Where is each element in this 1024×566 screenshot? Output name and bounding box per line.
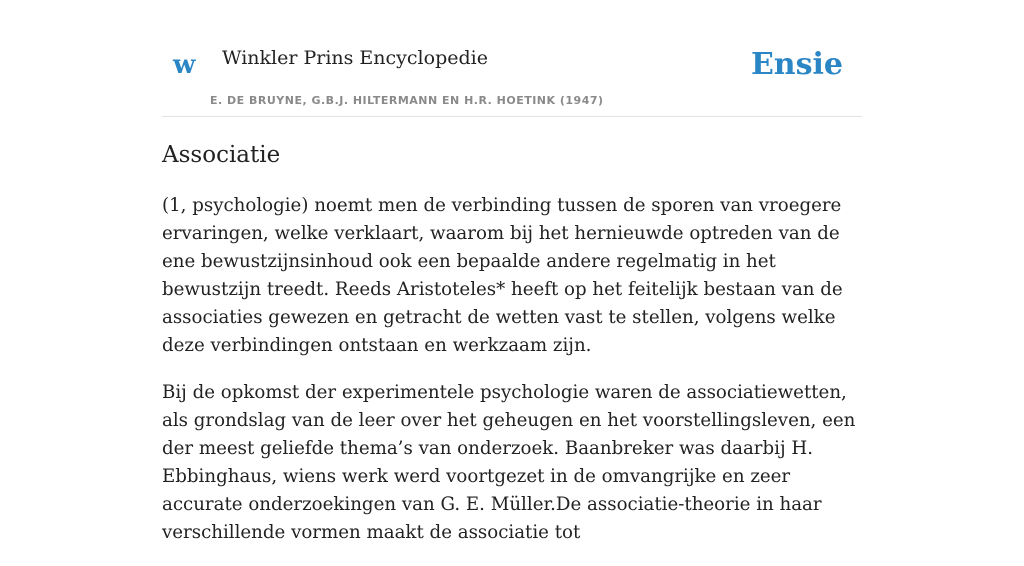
paragraph: Bij de opkomst der experimentele psychologie waren de associatiewetten, als grondslag van de leer over het geheugen en het voorstellingsleven, een der meest geliefde thema’s van onderzoek. Baanbreker was daarbij H. Ebbinghaus, wiens werk werd voortgezet in de omvangrijke en zeer accurate onderzoekingen van G. E. Müller.De associatie-theorie in haar verschillende vormen maakt de associatie tot — [162, 382, 856, 543]
header — [162, 0, 862, 117]
source-logo[interactable]: w — [173, 50, 196, 80]
page — [162, 0, 862, 543]
source-title[interactable]: Winkler Prins Encyclopedie — [222, 47, 488, 69]
article-title: Associatie — [162, 142, 281, 168]
article-body — [162, 192, 862, 566]
source-authors: E. DE BRUYNE, G.B.J. HILTERMANN EN H.R. HOETINK (1947) — [210, 94, 604, 107]
paragraph: (1, psychologie) noemt men de verbinding tussen de sporen van vroegere ervaringen, welke verklaart, waarom bij het hernieuwde optreden van de ene bewustzijnsinhoud ook een bepaalde andere regelmatig in het bewustzijn treedt. Reeds Aristoteles* heeft op het feitelijk bestaan van de associaties gewezen en getracht de wetten vast te stellen, volgens welke deze verbindingen ontstaan en werkzaam zijn. — [162, 195, 843, 356]
brand-logo[interactable]: Ensie — [750, 47, 843, 82]
